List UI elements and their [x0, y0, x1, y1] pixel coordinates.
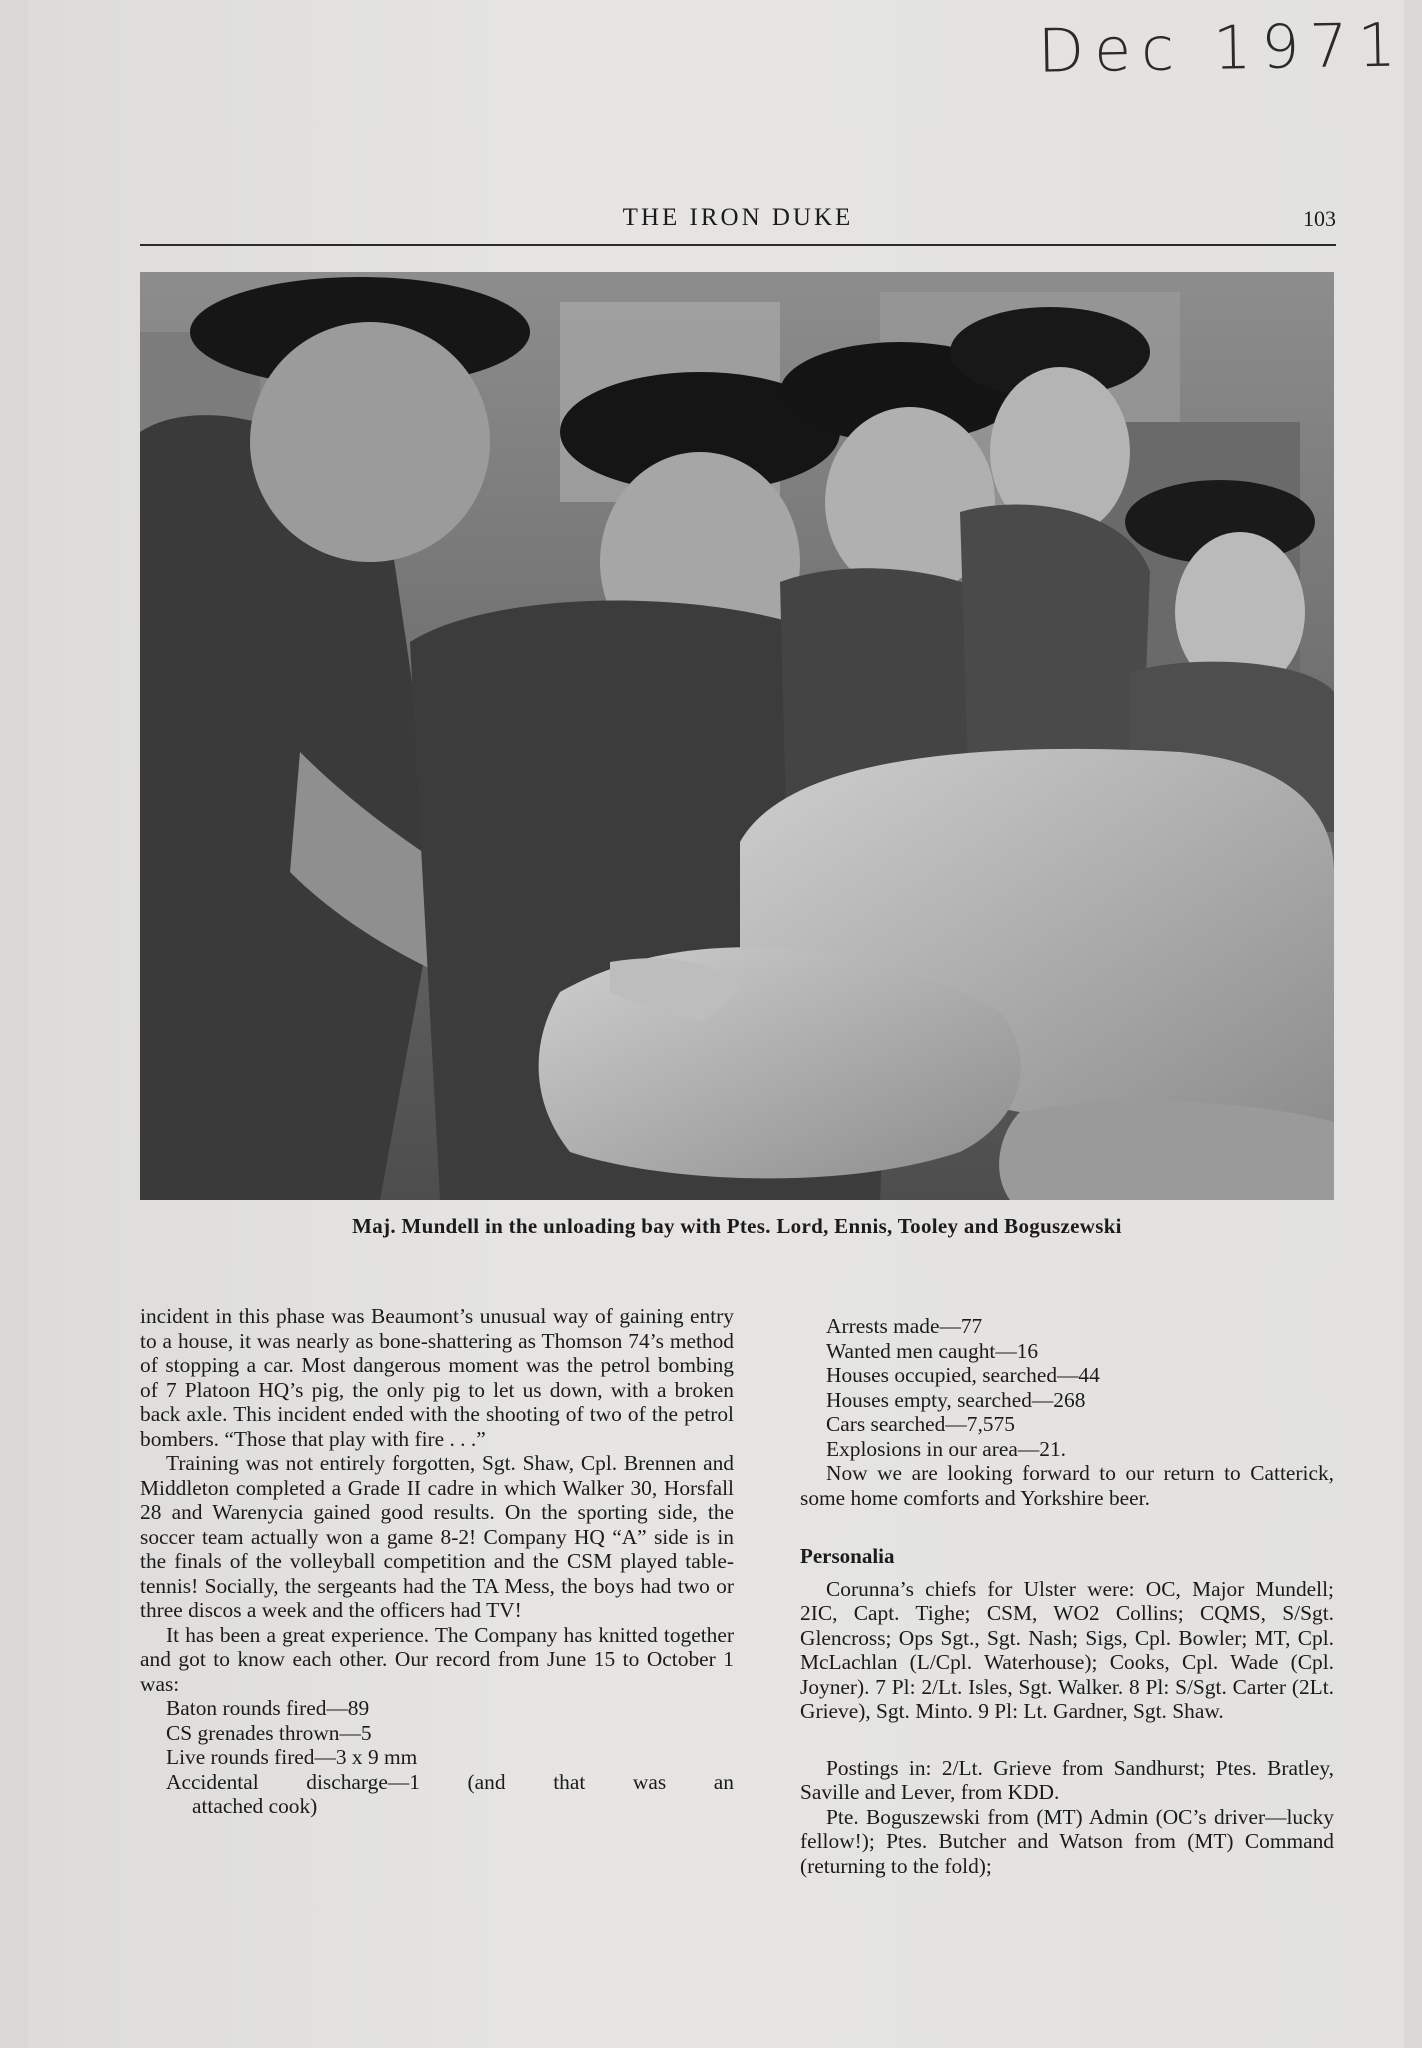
stat-line: Explosions in our area—21.	[826, 1436, 1067, 1461]
photo-caption: Maj. Mundell in the unloading bay with Ptes. Lord, Ennis, Tooley and Boguszewski	[352, 1214, 1122, 1238]
stat-line: Live rounds fired—3 x 9 mm	[166, 1745, 418, 1769]
paragraph: Now we are looking forward to our return to Catterick, some home comforts and Yorkshire beer.	[800, 1461, 1334, 1510]
handwritten-date: Dec 1971	[1037, 10, 1407, 87]
stat-line: CS grenades thrown—5	[166, 1720, 372, 1745]
paragraph: Postings in: 2/Lt. Grieve from Sandhurst; Ptes. Bratley, Saville and Lever, from KDD.	[800, 1755, 1334, 1804]
magazine-page	[28, 0, 1407, 2048]
running-header	[140, 200, 1336, 246]
stat-line: Wanted men caught—16	[826, 1338, 1039, 1363]
photograph	[140, 272, 1334, 1200]
right-column	[800, 1314, 1334, 1878]
stat-line: Houses empty, searched—268	[826, 1387, 1086, 1412]
stat-line: Cars searched—7,575	[826, 1412, 1015, 1436]
paragraph: Corunna’s chiefs for Ulster were: OC, Major Mundell; 2IC, Capt. Tighe; CSM, WO2 Collins; CQMS, S/Sgt. Glencross; Ops Sgt., Sgt. Nash; Sigs, Cpl. Bowler; MT, Cpl. McLachlan (L/Cpl. Waterhouse); Cooks, Cpl. Wade (Cpl. Joyner). 7 Pl: 2/Lt. Isles, Sgt. Walker. 8 Pl: S/Sgt. Carter (2Lt. Grieve), Sgt. Minto. 9 Pl: Lt. Gardner, Sgt. Shaw.	[800, 1576, 1334, 1723]
stat-line: Arrests made—77	[826, 1314, 983, 1338]
paragraph: It has been a great experience. The Company has knitted together and got to know each other. Our record from June 15 to October 1 was:	[140, 1622, 734, 1696]
publication-title: THE IRON DUKE	[622, 204, 854, 231]
left-column	[140, 1304, 734, 1819]
spacer	[800, 1724, 1334, 1756]
stat-line: Houses occupied, searched—44	[826, 1363, 1100, 1387]
stat-line: Baton rounds fired—89	[166, 1696, 370, 1720]
page-number: 103	[1303, 206, 1336, 231]
stat-line-continued: attached cook)	[192, 1794, 318, 1818]
paragraph: incident in this phase was Beaumont’s unusual way of gaining entry to a house, it was nearly as bone-shattering as Thomson 74’s method of stopping a car. Most dangerous moment was the petrol bombing of 7 Platoon HQ’s pig, the only pig to let us down, with a broken back axle. This incident ended with the shooting of two of the petrol bombers. “Those that play with fire . . .”	[140, 1304, 734, 1451]
section-heading: Personalia	[800, 1544, 895, 1568]
stat-line: Accidental discharge—1 (and that was an	[166, 1769, 734, 1794]
paragraph: Pte. Boguszewski from (MT) Admin (OC’s driver—lucky fellow!); Ptes. Butcher and Watson from (MT) Command (returning to the fold);	[800, 1804, 1334, 1878]
photo-illustration	[140, 272, 1334, 1200]
paragraph: Training was not entirely forgotten, Sgt. Shaw, Cpl. Brennen and Middleton completed a Grade II cadre in which Walker 30, Horsfall 28 and Warenycia gained good results. On the sporting side, the soccer team actually won a game 8-2! Company HQ “A” side is in the finals of the volleyball competition and the CSM played table-tennis! Socially, the sergeants had the TA Mess, the boys had two or three discos a week and the officers had TV!	[140, 1451, 734, 1622]
